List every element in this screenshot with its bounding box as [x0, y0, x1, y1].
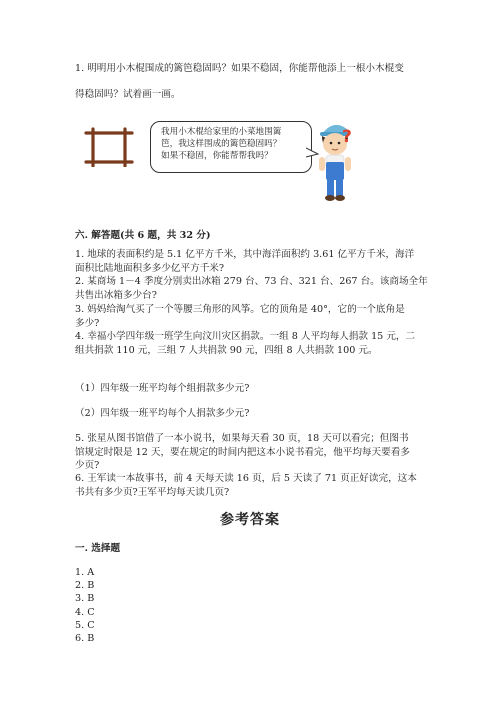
problem-line: 2. 某商场 1－4 季度分别卖出冰箱 279 台、73 台、321 台、267 台。该商场全年 [75, 276, 428, 287]
problem-line: 共售出冰箱多少台? [75, 289, 157, 301]
problem-6 [75, 472, 427, 499]
stick-fence-square [83, 127, 135, 167]
question-mark-icon: ? [342, 127, 352, 147]
problem-3 [75, 303, 427, 330]
answer-item: 3. B [75, 593, 95, 605]
problem-line: 4. 幸福小学四年级一班学生向汶川灾区捐款。一组 8 人平均每人捐款 15 元，二 [75, 331, 416, 342]
answer-item: 2. B [75, 580, 95, 592]
bubble-line: 我用小木棍给家里的小菜地围篱 [161, 127, 282, 137]
problem-4 [75, 330, 427, 357]
problem-line: 6. 王军读一本故事书，前 4 天每天读 16 页，后 5 天读了 71 页正好读完，这本 [75, 473, 417, 484]
q1-line2: 得稳固吗？试着画一画。 [75, 89, 181, 100]
bubble-line: 如果不稳固，你能帮帮我吗？ [161, 151, 273, 161]
problem-line: 组共捐款 110 元，三组 7 人共捐款 90 元，四组 8 人共捐款 100 元。 [75, 344, 378, 356]
problem-line: 书共有多少页?王军平均每天读几页? [75, 486, 230, 498]
answer-list [75, 566, 95, 645]
answer-item: 1. A [75, 567, 95, 578]
answer-item: 4. C [75, 606, 95, 618]
problem-4-sub1: （1）四年级一班平均每个组捐款多少元? [75, 383, 250, 394]
answers-section1-heading: 一. 选择题 [75, 543, 121, 554]
problem-line: 1. 地球的表面积约是 5.1 亿平方千米，其中海洋面积约 3.61 亿平方千米，海洋 [75, 249, 415, 260]
problem-line: 多少? [75, 317, 100, 329]
problem-line: 3. 妈妈给淘气买了一个等腰三角形的风筝。它的顶角是 40°，它的一个底角是 [75, 304, 405, 315]
problem-line: 5. 张星从图书馆借了一本小说书，如果每天看 30 页，18 天可以看完；但图书 [75, 433, 409, 444]
answer-item: 5. C [75, 619, 95, 631]
problem-line: 馆规定时限是 12 天，要在规定的时间内把这本小说书看完，他平均每天要看多 [75, 446, 410, 458]
bubble-line: 笆，我这样围成的篱笆稳固吗？ [161, 139, 282, 149]
problem-4-sub2: （2）四年级一班平均每个人捐款多少元? [75, 408, 250, 419]
problem-2 [75, 275, 427, 302]
problem-line: 少页? [75, 460, 100, 471]
boy-illustration [314, 118, 360, 204]
speech-bubble [150, 121, 312, 173]
problem-line: 面积比陆地面积多多少亿平方千米? [75, 262, 225, 274]
problem-5 [75, 432, 427, 473]
answers-title: 参考答案 [220, 512, 280, 528]
q1-line1: 1. 明明用小木棍围成的篱笆稳固吗？如果不稳固，你能帮他添上一根小木棍变 [75, 63, 404, 74]
answer-item: 6. B [75, 633, 95, 645]
problem-1 [75, 248, 427, 275]
section6-heading: 六. 解答题(共 6 题，共 32 分) [75, 230, 211, 241]
